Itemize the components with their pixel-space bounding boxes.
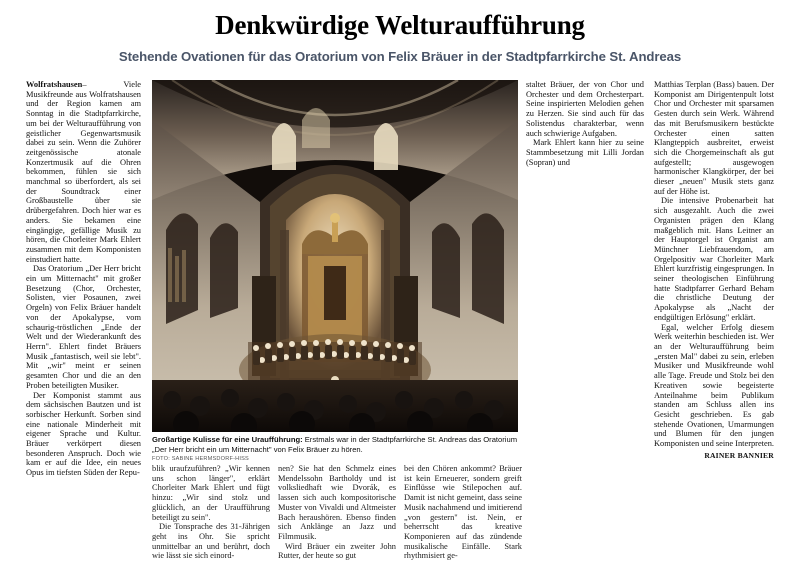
paragraph: Wird Bräuer ein zweiter John Rutter, der heute so gut	[278, 541, 396, 561]
text-column-3	[278, 464, 396, 561]
page-inner	[26, 8, 775, 561]
church-interior-photo	[152, 80, 518, 432]
page-title: Denkwürdige Welturaufführung	[215, 10, 585, 40]
text-column-2	[152, 464, 270, 561]
photo-block	[152, 80, 518, 465]
paragraph: Mark Ehlert kann hier zu seine Stammbesetzung mit Lilli Jordan (Sopran) und	[526, 138, 644, 167]
text-column-4	[404, 464, 522, 561]
paragraph-text: – Viele Musikfreunde aus Wolfratshausen und der Region kamen am Sonntag in die Stadtpfarrkirche, um bei der Welturaufführung von geistlicher Gegenwartsmusik dabei zu sein. Wenn die Zuhörer zeitgenössische atonale Konzertmusik auf die Ohren bekommen, fühlen sie sich manchmal so überfordert, als sei der Soundtrack einer Großbaustelle über sie drübergefahren. Doch hier war es anders. Sie bekamen eine eingängige, gefällige Musik zu hören, die Chorleiter Mark Ehlert zusammen mit dem Komponisten einstudiert hatte.	[26, 80, 141, 264]
paragraph: nen? Sie hat den Schmelz eines Mendelssohn Bartholdy und ist volksliedhaft wie Dvorák, es lassen sich auch kompositorische Muster von Vivaldi und Altmeister Bach heraushören. Ebenso finden sich Anklänge an Jazz und Filmmusik.	[278, 464, 396, 541]
subheadline: Stehende Ovationen für das Oratorium von Felix Bräuer in der Stadtpfarrkirche St. Andreas	[118, 49, 682, 64]
paragraph: Die intensive Probenarbeit hat sich ausgezahlt. Auch die zwei Organisten prägen den Klang maßgeblich mit. Hans Leitner an der Hauptorgel ist Organist am Münchner Liebfrauendom, am Orgelpositiv war Chorleiter Mark Ehlert kurzfristig eingesprungen. In seiner theologischen Einführung hatte Stadtpfarrer Gerhard Beham die christliche Deutung der Apokalypse als „Nacht der endgültigen Erlösung" erklärt.	[654, 196, 774, 322]
paragraph: staltet Bräuer, der von Chor und Orchester und dem Orchesterpart. Seine inspirierten Melodien gehen zu Herzen. Sie sind auch für das Solistendus charakterbar, wenn auch schwierige Aufgaben.	[526, 80, 644, 138]
church-interior-illustration	[152, 80, 518, 432]
photo-caption-text: Erstmals war in der Stadtpfarrkirche St. Andreas das Oratorium „Der Herr bricht ein um Mitternacht" von Felix Bräuer zu hören.	[152, 435, 518, 454]
photo-credit: FOTO: SABINE HERMSDORF-HISS	[152, 456, 249, 463]
dateline-kicker: Wolfratshausen	[26, 80, 83, 89]
text-column-6	[654, 80, 774, 460]
paragraph	[26, 80, 141, 264]
author-byline: RAINER BANNIER	[704, 450, 774, 460]
text-column-5	[526, 80, 644, 167]
paragraph: Das Oratorium „Der Herr bricht ein um Mitternacht" mit großer Besetzung (Chor, Orchester, Solisten, vier Posaunen, zwei Orgeln) von Felix Bräuer handelt von der Apokalypse, vom schaurig-tröstlichen „Ende der Welt und der Wiederankunft des Herrn". Ehlert findet Bräuers Musik „fantastisch, weil sie lebt". Mit „wir" meint er seinen gesamten Chor und die an den Proben beteiligten Musiker.	[26, 264, 141, 390]
paragraph: Die Tonsprache des 31-Jährigen geht ins Ohr. Sie spricht unmittelbar an und berührt, doch wie lässt sie sich einord-	[152, 522, 270, 561]
photo-caption	[152, 432, 518, 465]
text-column-1	[26, 80, 141, 478]
paragraph: Egal, welcher Erfolg diesem Werk weiterhin beschieden ist. Wer an der Welturaufführung beim „ersten Mal" dabei zu sein, erleben Musiker und Musikfreunde wohl alle Tage. Freude und Stolz bei den Kreativen sowie begeisterte Anteilnahme beim Publikum standen am Schluss allen ins Gesicht geschrieben. Es gab stehende Ovationen, Umarmungen und Blumen für den jungen Komponisten und seine Interpreten.	[654, 322, 775, 449]
article-body	[26, 80, 775, 561]
paragraph: bei den Chören ankommt? Bräuer ist kein Erneuerer, sondern greift Einflüsse wie Stilepochen auf. Damit ist nicht gemeint, dass seine Musik nachahmend und imitierend „von gestern" ist. Nein, er beherrscht das kreative Komponieren auf das zündende musikalische Einfälle. Stark rhythmisiert ge-	[404, 464, 522, 561]
photo-caption-lead: Großartige Kulisse für eine Uraufführung:	[152, 435, 303, 444]
paragraph: Der Komponist stammt aus dem sächsischen Bautzen und ist sorbischer Herkunft. Sorben sind eine nationale Minderheit mit eigener Sprache und Kultur. Bräuer verkörpert diesen besonderen Anspruch. Doch wie kam er auf die Idee, ein neues Opus im tiefsten Süden der Repu-	[26, 390, 141, 478]
paragraph: Matthias Terplan (Bass) bauen. Der Komponist am Dirigentenpult lotst Chor und Orchester mit sparsamen Gesten durch sein Werk. Während das mit Berufsmusikern bestückte Orchester einen satten Klangteppich ausbreitet, erweist sich die Chorgemeinschaft als gut aufgestellt; ausgewogen harmonischer Klangkörper, der bei dieser „neuen" Musik stets ganz auf der Höhe ist.	[654, 80, 774, 196]
paragraph: blik uraufzuführen? „Wir kennen uns schon länger", erklärt Chorleiter Mark Ehlert und fügt hinzu: „Wir sind stolz und glücklich, an der Uraufführung beteiligt zu sein".	[152, 464, 270, 522]
